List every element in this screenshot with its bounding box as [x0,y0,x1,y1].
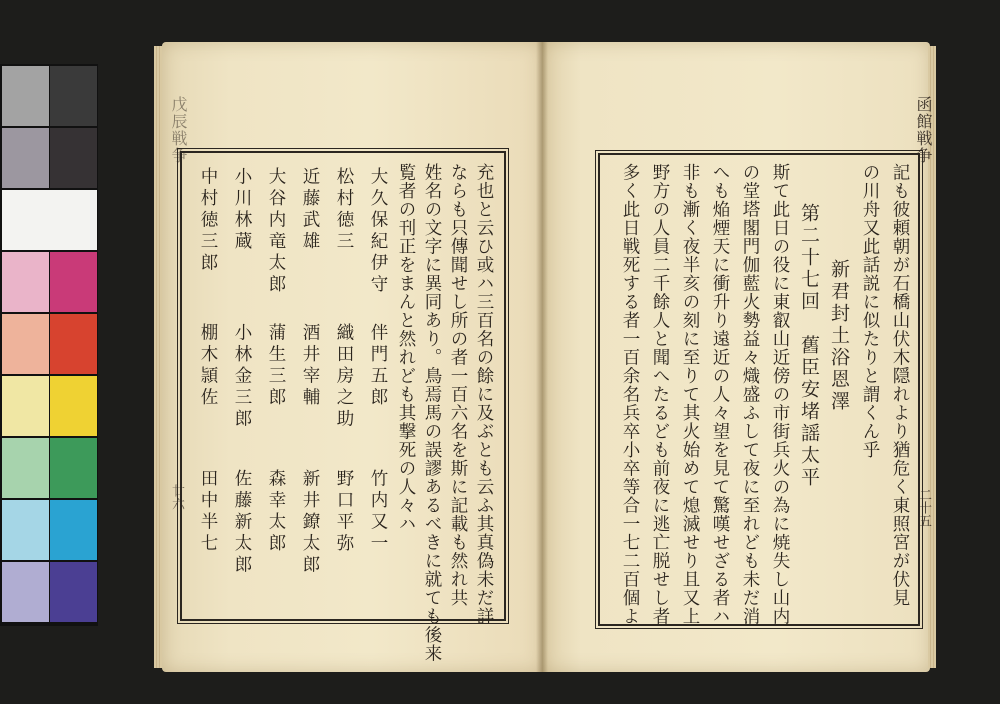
text-line: 充也と云ひ或ハ三百名の餘に及ぶとも云ふ其真偽未だ詳 [474,163,494,626]
left-folio: 廿六 [169,484,184,510]
swatch-yellow [50,376,97,436]
swatch-cyan [50,500,97,560]
swatch-pale-yellow [2,376,49,436]
name-entry: 竹内又一 [368,469,388,555]
name-entry: 大久保紀伊守 [368,167,388,296]
name-entry: 野口平弥 [334,469,354,555]
book-gutter [536,42,548,672]
name-entry: 織田房之助 [334,323,354,431]
swatch-red [50,314,97,374]
name-entry: 小川林蔵 [232,167,252,253]
text-line: 多く此日戦死する者一百余名兵卒小卒等合一七二百個よ [620,163,640,626]
swatch-magenta [50,252,97,312]
name-entry: 佐藤新太郎 [232,469,252,577]
swatch-pale-green [2,438,49,498]
swatch-gray [2,66,49,126]
swatch-dark-gray [50,66,97,126]
swatch-charcoal [50,128,97,188]
text-line: 非も漸く夜半亥の刻に至りて其火始めて熄滅せり且又上 [680,163,700,626]
text-line: 野方の人員二千餘人と聞へたるども前夜に逃亡脱せし者 [650,163,670,626]
swatch-pink-light [2,252,49,312]
text-line: の堂塔閣門伽藍火勢益々熾盛ふして夜に至れども未だ消 [740,163,760,626]
name-entry: 小林金三郎 [232,323,252,431]
right-margin-title: 函館戦争 [914,96,933,164]
text-line: 記も彼頼朝が石橋山伏木隠れより猶危く東照宮が伏見 [890,163,910,607]
name-entry: 蒲生三郎 [266,323,286,409]
text-line: ならも只傳聞せし所の者一百六名を斯に記載も然れ共 [448,163,468,607]
name-entry: 近藤武雄 [300,167,320,253]
name-entry: 棚木頴佐 [198,323,218,409]
text-line: へも焔煙天に衝升り遠近の人々望を見て驚嘆せざる者ハ [710,163,730,626]
swatch-indigo [50,562,97,622]
open-book [150,36,940,676]
swatch-green [50,438,97,498]
name-entry: 田中半七 [198,469,218,555]
swatch-gray-violet [2,128,49,188]
swatch-white [2,190,97,250]
name-entry: 大谷内竜太郎 [266,167,286,296]
color-calibration-strip [0,64,98,626]
name-entry: 新井鐐太郎 [300,469,320,577]
text-line: 姓名の文字に異同あり。鳥焉馬の誤謬あるべきに就ても後来 [422,163,442,663]
left-text-frame [180,151,506,663]
right-text-frame [598,153,920,626]
text-line: 覧者の刊正をまんと然れども其撃死の人々ハ [396,163,416,533]
name-entry: 酒井宰輔 [300,323,320,409]
swatch-pale-cyan [2,500,49,560]
swatch-lavender [2,562,49,622]
swatch-salmon [2,314,49,374]
text-line: 斯て此日の役に東叡山近傍の市街兵火の為に焼失し山内 [770,163,790,626]
text-line: の川舟又此話説に似たりと謂くん乎 [860,163,880,459]
chapter-heading: 第二十七回 舊臣安堵謡太平 [798,203,820,489]
right-folio: 二十五 [916,488,931,527]
left-margin-title: 戊辰戦争 [169,96,188,164]
name-entry: 伴門五郎 [368,323,388,409]
chapter-subtitle: 新君封土浴恩澤 [828,259,850,413]
name-entry: 森幸太郎 [266,469,286,555]
name-entry: 松村徳三 [334,167,354,253]
name-entry: 中村徳三郎 [198,167,218,275]
page-edge-left [154,46,162,668]
